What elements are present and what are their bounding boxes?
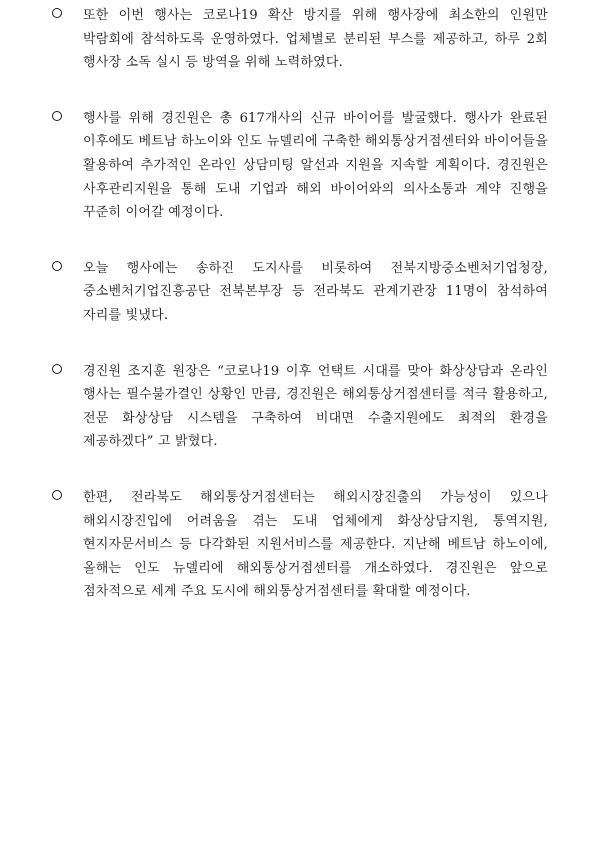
paragraph-trade-centers <box>52 486 548 604</box>
paragraph-text: 행사를 위해 경진원은 총 617개사의 신규 바이어를 발굴했다. 행사가 완료된 이후에도 베트남 하노이와 인도 뉴델리에 구축한 해외통상거점센터와 바이어들을 활용하여 추가적인 온라인 상담미팅 알선과 지원을 지속할 계획이다. 경진원은 사후관리지원을 통해 도내 기업과 해외 바이어와의 의사소통과 계약 진행을 꾸준히 이어갈 예정이다. <box>83 110 548 221</box>
circle-bullet-icon <box>52 364 62 374</box>
paragraph-buyers <box>52 107 548 225</box>
paragraph-text: 또한 이번 행사는 코로나19 확산 방지를 위해 행사장에 최소한의 인원만 박람회에 참석하도록 운영하였다. 업체별로 분리된 부스를 제공하고, 하루 2회 행사장 소독 실시 등 방역을 위해 노력하였다. <box>83 8 548 71</box>
circle-bullet-icon <box>52 261 62 271</box>
paragraph-text: 오늘 행사에는 송하진 도지사를 비롯하여 전북지방중소벤처기업청장, 중소벤처기업진흥공단 전북본부장 등 전라북도 관계기관장 11명이 참석하여 자리를 빛냈다. <box>83 260 548 323</box>
paragraph-director-quote <box>52 360 548 454</box>
paragraph-event-safety <box>52 4 548 75</box>
circle-bullet-icon <box>52 111 62 121</box>
paragraph-text: 경진원 조지훈 원장은 “코로나19 이후 언택트 시대를 맞아 화상상담과 온라인 행사는 필수불가결인 상황인 만큼, 경진원은 해외통상거점센터를 적극 활용하고, 전문 화상상담 시스템을 구축하여 비대면 수출지원에도 최적의 환경을 제공하겠다” 고 밝혔다. <box>83 363 548 450</box>
paragraph-text: 한편, 전라북도 해외통상거점센터는 해외시장진출의 가능성이 있으나 해외시장진입에 어려움을 겪는 도내 업체에게 화상상담지원, 통역지원, 현지자문서비스 등 다각화된 지원서비스를 제공한다. 지난해 베트남 하노이에, 올해는 인도 뉴델리에 해외통상거점센터를 개소하였다. 경진원은 앞으로 점차적으로 세계 주요 도시에 해외통상거점센터를 확대할 예정이다. <box>83 489 548 600</box>
circle-bullet-icon <box>52 490 62 500</box>
paragraph-attendees <box>52 257 548 328</box>
circle-bullet-icon <box>52 8 62 18</box>
